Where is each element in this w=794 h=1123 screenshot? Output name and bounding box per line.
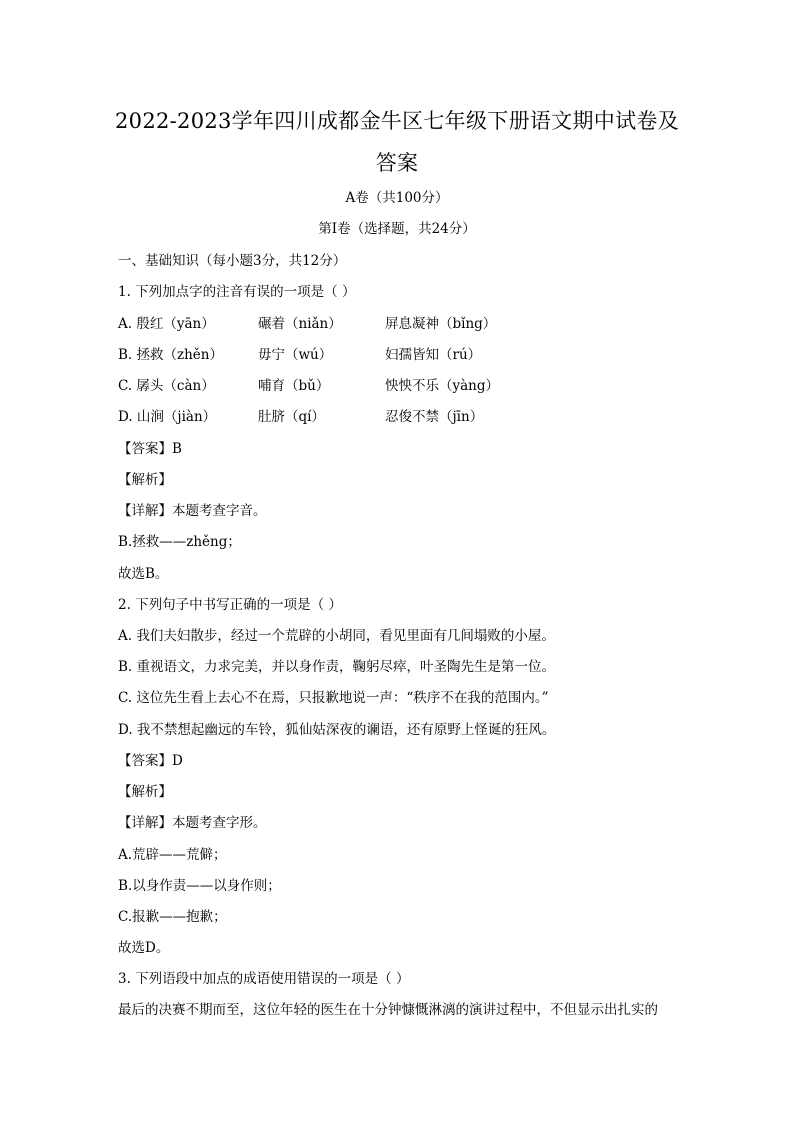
q2-option-d: D. 我不禁想起幽远的车铃，狐仙姑深夜的谰语，还有原野上怪诞的狂风。 — [118, 722, 556, 738]
q2-note-b: B.以身作责——以身作则； — [118, 878, 281, 894]
q1-option-c-3: 怏怏不乐（yàng） — [385, 378, 500, 394]
q1-option-d-1: D. 山涧（jiàn） — [118, 409, 217, 425]
part-1-heading: 第Ⅰ卷（选择题，共24分） — [318, 221, 476, 237]
q2-option-b: B. 重视语文，力求完美，并以身作责，鞠躬尽瘁，叶圣陶先生是第一位。 — [118, 659, 556, 675]
q1-option-b-3: 妇孺皆知（rú） — [385, 347, 482, 363]
basic-knowledge-heading: 一、基础知识（每小题3分，共12分） — [118, 253, 347, 269]
q1-option-c-2: 哺育（bǔ） — [258, 378, 330, 394]
q1-option-a-3: 屏息凝神（bǐng） — [385, 316, 497, 332]
q1-analysis: 【解析】 — [118, 472, 172, 488]
document-title — [100, 100, 694, 184]
q1-answer: 【答案】B — [118, 441, 182, 457]
q2-answer: 【答案】D — [118, 753, 183, 769]
q1-option-b-1: B. 拯救（zhěn） — [118, 347, 223, 363]
q1-note: B.拯救——zhěng； — [118, 534, 241, 550]
q1-stem: 1. 下列加点字的注音有误的一项是（ ） — [118, 284, 356, 300]
q2-analysis: 【解析】 — [118, 784, 172, 800]
q1-option-d-2: 肚脐（qí） — [258, 409, 325, 425]
q1-option-b-2: 毋宁（wú） — [258, 347, 333, 363]
q1-detail: 【详解】本题考查字音。 — [118, 503, 267, 519]
q1-option-a-1: A. 殷红（yān） — [118, 316, 215, 332]
q3-text: 最后的决赛不期而至，这位年轻的医生在十分钟慷慨淋漓的演讲过程中，不但显示出扎实的 — [118, 1002, 658, 1018]
q2-note-a: A.荒辟——荒僻； — [118, 847, 227, 863]
q1-option-d-3: 忍俊不禁（jīn） — [385, 409, 484, 425]
title-line-1: 2022-2023学年四川成都金牛区七年级下册语文期中试卷及 — [115, 109, 679, 133]
q2-option-a: A. 我们夫妇散步，经过一个荒辟的小胡同，看见里面有几间塌败的小屋。 — [118, 628, 555, 644]
q1-option-c-1: C. 孱头（càn） — [118, 378, 215, 394]
section-a-heading: A卷（共100分） — [345, 190, 449, 206]
q2-option-c: C. 这位先生看上去心不在焉，只报歉地说一声：“秩序不在我的范围内。” — [118, 690, 549, 706]
title-line-2: 答案 — [375, 151, 419, 175]
q1-choice: 故选B。 — [118, 566, 169, 582]
q2-choice: 故选D。 — [118, 940, 170, 956]
q2-note-c: C.报歉——抱歉； — [118, 909, 227, 925]
q1-option-a-2: 碾着（niǎn） — [258, 316, 342, 332]
q2-detail: 【详解】本题考查字形。 — [118, 815, 267, 831]
q2-stem: 2. 下列句子中书写正确的一项是（ ） — [118, 597, 342, 613]
q3-stem: 3. 下列语段中加点的成语使用错误的一项是（ ） — [118, 971, 410, 987]
